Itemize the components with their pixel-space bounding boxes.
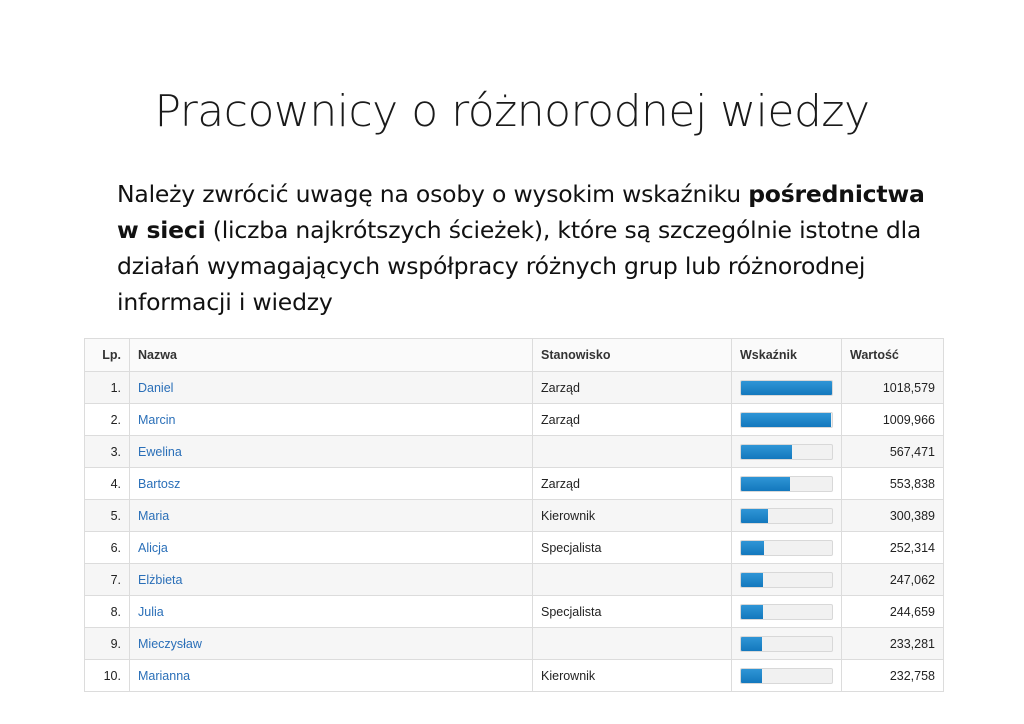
indicator-bar-fill (741, 413, 831, 427)
row-position (533, 436, 732, 468)
row-lp: 3. (85, 436, 130, 468)
indicator-bar-track (740, 668, 833, 684)
row-lp: 7. (85, 564, 130, 596)
employees-table (84, 338, 944, 692)
row-indicator (732, 660, 842, 692)
row-value: 567,471 (842, 436, 944, 468)
row-position: Specjalista (533, 532, 732, 564)
employee-name-link[interactable]: Mieczysław (138, 636, 202, 651)
row-position: Specjalista (533, 596, 732, 628)
slide-title: Pracownicy o różnorodnej wiedzy (154, 86, 870, 137)
row-value: 1009,966 (842, 404, 944, 436)
indicator-bar-track (740, 508, 833, 524)
indicator-bar-fill (741, 445, 792, 459)
row-indicator (732, 404, 842, 436)
row-lp: 10. (85, 660, 130, 692)
row-name-cell (130, 468, 533, 500)
row-indicator (732, 596, 842, 628)
row-value: 232,758 (842, 660, 944, 692)
table-header-row (85, 339, 943, 372)
row-name-cell (130, 596, 533, 628)
indicator-bar-track (740, 476, 833, 492)
indicator-bar-track (740, 444, 833, 460)
row-name-cell (130, 564, 533, 596)
row-name-cell (130, 404, 533, 436)
row-name-cell (130, 532, 533, 564)
table-row (85, 500, 943, 532)
row-indicator (732, 532, 842, 564)
indicator-bar-track (740, 380, 833, 396)
table-row (85, 660, 943, 692)
row-name-cell (130, 500, 533, 532)
row-lp: 6. (85, 532, 130, 564)
header-indicator[interactable]: Wskaźnik (732, 339, 842, 372)
employee-name-link[interactable]: Daniel (138, 380, 174, 395)
row-name-cell (130, 436, 533, 468)
indicator-bar-fill (741, 477, 790, 491)
row-position: Zarząd (533, 372, 732, 404)
row-value: 553,838 (842, 468, 944, 500)
indicator-bar-fill (741, 509, 768, 523)
indicator-bar-fill (741, 669, 762, 683)
employee-name-link[interactable]: Bartosz (138, 476, 181, 491)
employee-name-link[interactable]: Maria (138, 508, 170, 523)
table-row (85, 404, 943, 436)
row-value: 233,281 (842, 628, 944, 660)
row-lp: 8. (85, 596, 130, 628)
row-lp: 4. (85, 468, 130, 500)
indicator-bar-track (740, 636, 833, 652)
employee-name-link[interactable]: Ewelina (138, 444, 182, 459)
row-value: 244,659 (842, 596, 944, 628)
employee-name-link[interactable]: Marcin (138, 412, 176, 427)
row-indicator (732, 500, 842, 532)
row-indicator (732, 564, 842, 596)
indicator-bar-fill (741, 605, 763, 619)
row-value: 300,389 (842, 500, 944, 532)
table-row (85, 436, 943, 468)
row-name-cell (130, 628, 533, 660)
row-position: Kierownik (533, 500, 732, 532)
indicator-bar-track (740, 412, 833, 428)
header-lp[interactable]: Lp. (85, 339, 130, 372)
row-indicator (732, 628, 842, 660)
table-row (85, 628, 943, 660)
row-lp: 9. (85, 628, 130, 660)
row-value: 1018,579 (842, 372, 944, 404)
description-text-start: Należy zwrócić uwagę na osoby o wysokim wskaźniku (117, 180, 749, 208)
row-name-cell (130, 660, 533, 692)
indicator-bar-fill (741, 381, 832, 395)
row-position: Zarząd (533, 404, 732, 436)
row-position: Kierownik (533, 660, 732, 692)
row-value: 252,314 (842, 532, 944, 564)
row-lp: 5. (85, 500, 130, 532)
employee-name-link[interactable]: Elżbieta (138, 572, 183, 587)
description-bold-term: pośrednictwa w sieci (117, 180, 925, 244)
header-value[interactable]: Wartość (842, 339, 944, 372)
employee-name-link[interactable]: Alicja (138, 540, 168, 555)
indicator-bar-track (740, 540, 833, 556)
header-position[interactable]: Stanowisko (533, 339, 732, 372)
row-position (533, 564, 732, 596)
employee-name-link[interactable]: Julia (138, 604, 164, 619)
indicator-bar-fill (741, 541, 764, 555)
row-name-cell (130, 372, 533, 404)
row-value: 247,062 (842, 564, 944, 596)
indicator-bar-track (740, 604, 833, 620)
table-row (85, 596, 943, 628)
description-text-end: (liczba najkrótszych ścieżek), które są szczególnie istotne dla działań wymagających współpracy różnych grup lub różnorodnej informacji i wiedzy (117, 216, 922, 316)
header-name[interactable]: Nazwa (130, 339, 533, 372)
row-lp: 2. (85, 404, 130, 436)
indicator-bar-track (740, 572, 833, 588)
row-indicator (732, 372, 842, 404)
row-lp: 1. (85, 372, 130, 404)
row-indicator (732, 436, 842, 468)
table-row (85, 564, 943, 596)
row-position (533, 628, 732, 660)
employee-name-link[interactable]: Marianna (138, 668, 191, 683)
row-indicator (732, 468, 842, 500)
table-row (85, 532, 943, 564)
description-paragraph (117, 176, 937, 320)
row-position: Zarząd (533, 468, 732, 500)
indicator-bar-fill (741, 573, 763, 587)
table-row (85, 372, 943, 404)
table-row (85, 468, 943, 500)
indicator-bar-fill (741, 637, 762, 651)
